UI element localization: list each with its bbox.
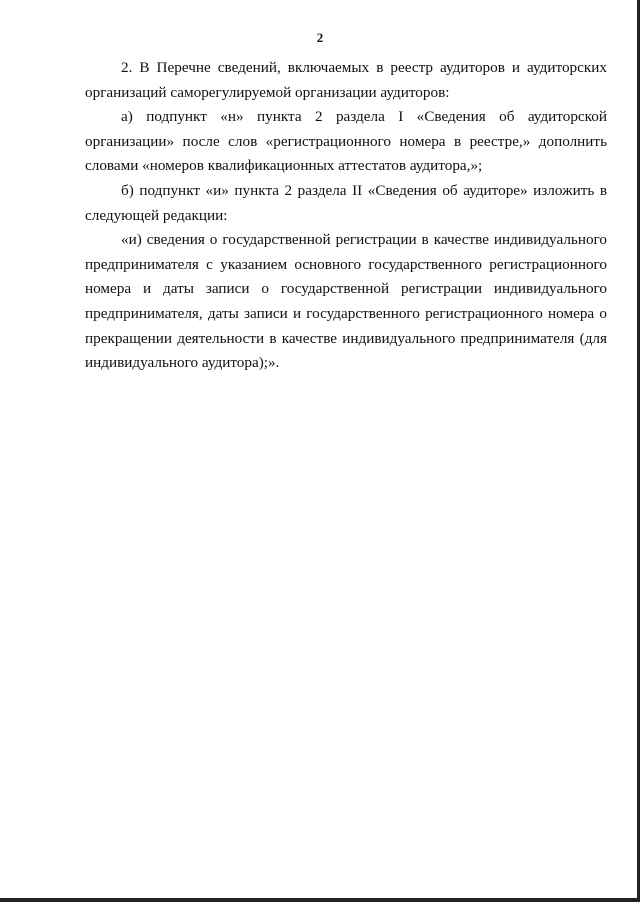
paragraph-subitem-b: б) подпункт «и» пункта 2 раздела II «Сведения об аудиторе» изложить в следующей редакции: xyxy=(85,181,607,224)
paragraph-item-2: 2. В Перечне сведений, включаемых в реестр аудиторов и аудиторских организаций саморегулируемой организации аудиторов: xyxy=(85,59,607,101)
page-number: 2 xyxy=(316,30,324,45)
scan-edge-bottom xyxy=(0,898,640,902)
paragraph-subitem-a: а) подпункт «н» пункта 2 раздела I «Сведения об аудиторской организации» после слов «регистрационного номера в реестре,» дополнить словами «номеров квалификационных аттестатов аудитора,»; xyxy=(85,108,607,175)
paragraph-new-wording: «и) сведения о государственной регистрации в качестве индивидуального предпринимателя с указанием основного государственного регистрационного номера и даты записи о государственной регистрации индивидуального предпринимателя, даты записи и государственного регистрационного номера о прекращении деятельности в качестве индивидуального предпринимателя (для индивидуального аудитора);». xyxy=(85,231,607,372)
document-body xyxy=(85,56,607,376)
